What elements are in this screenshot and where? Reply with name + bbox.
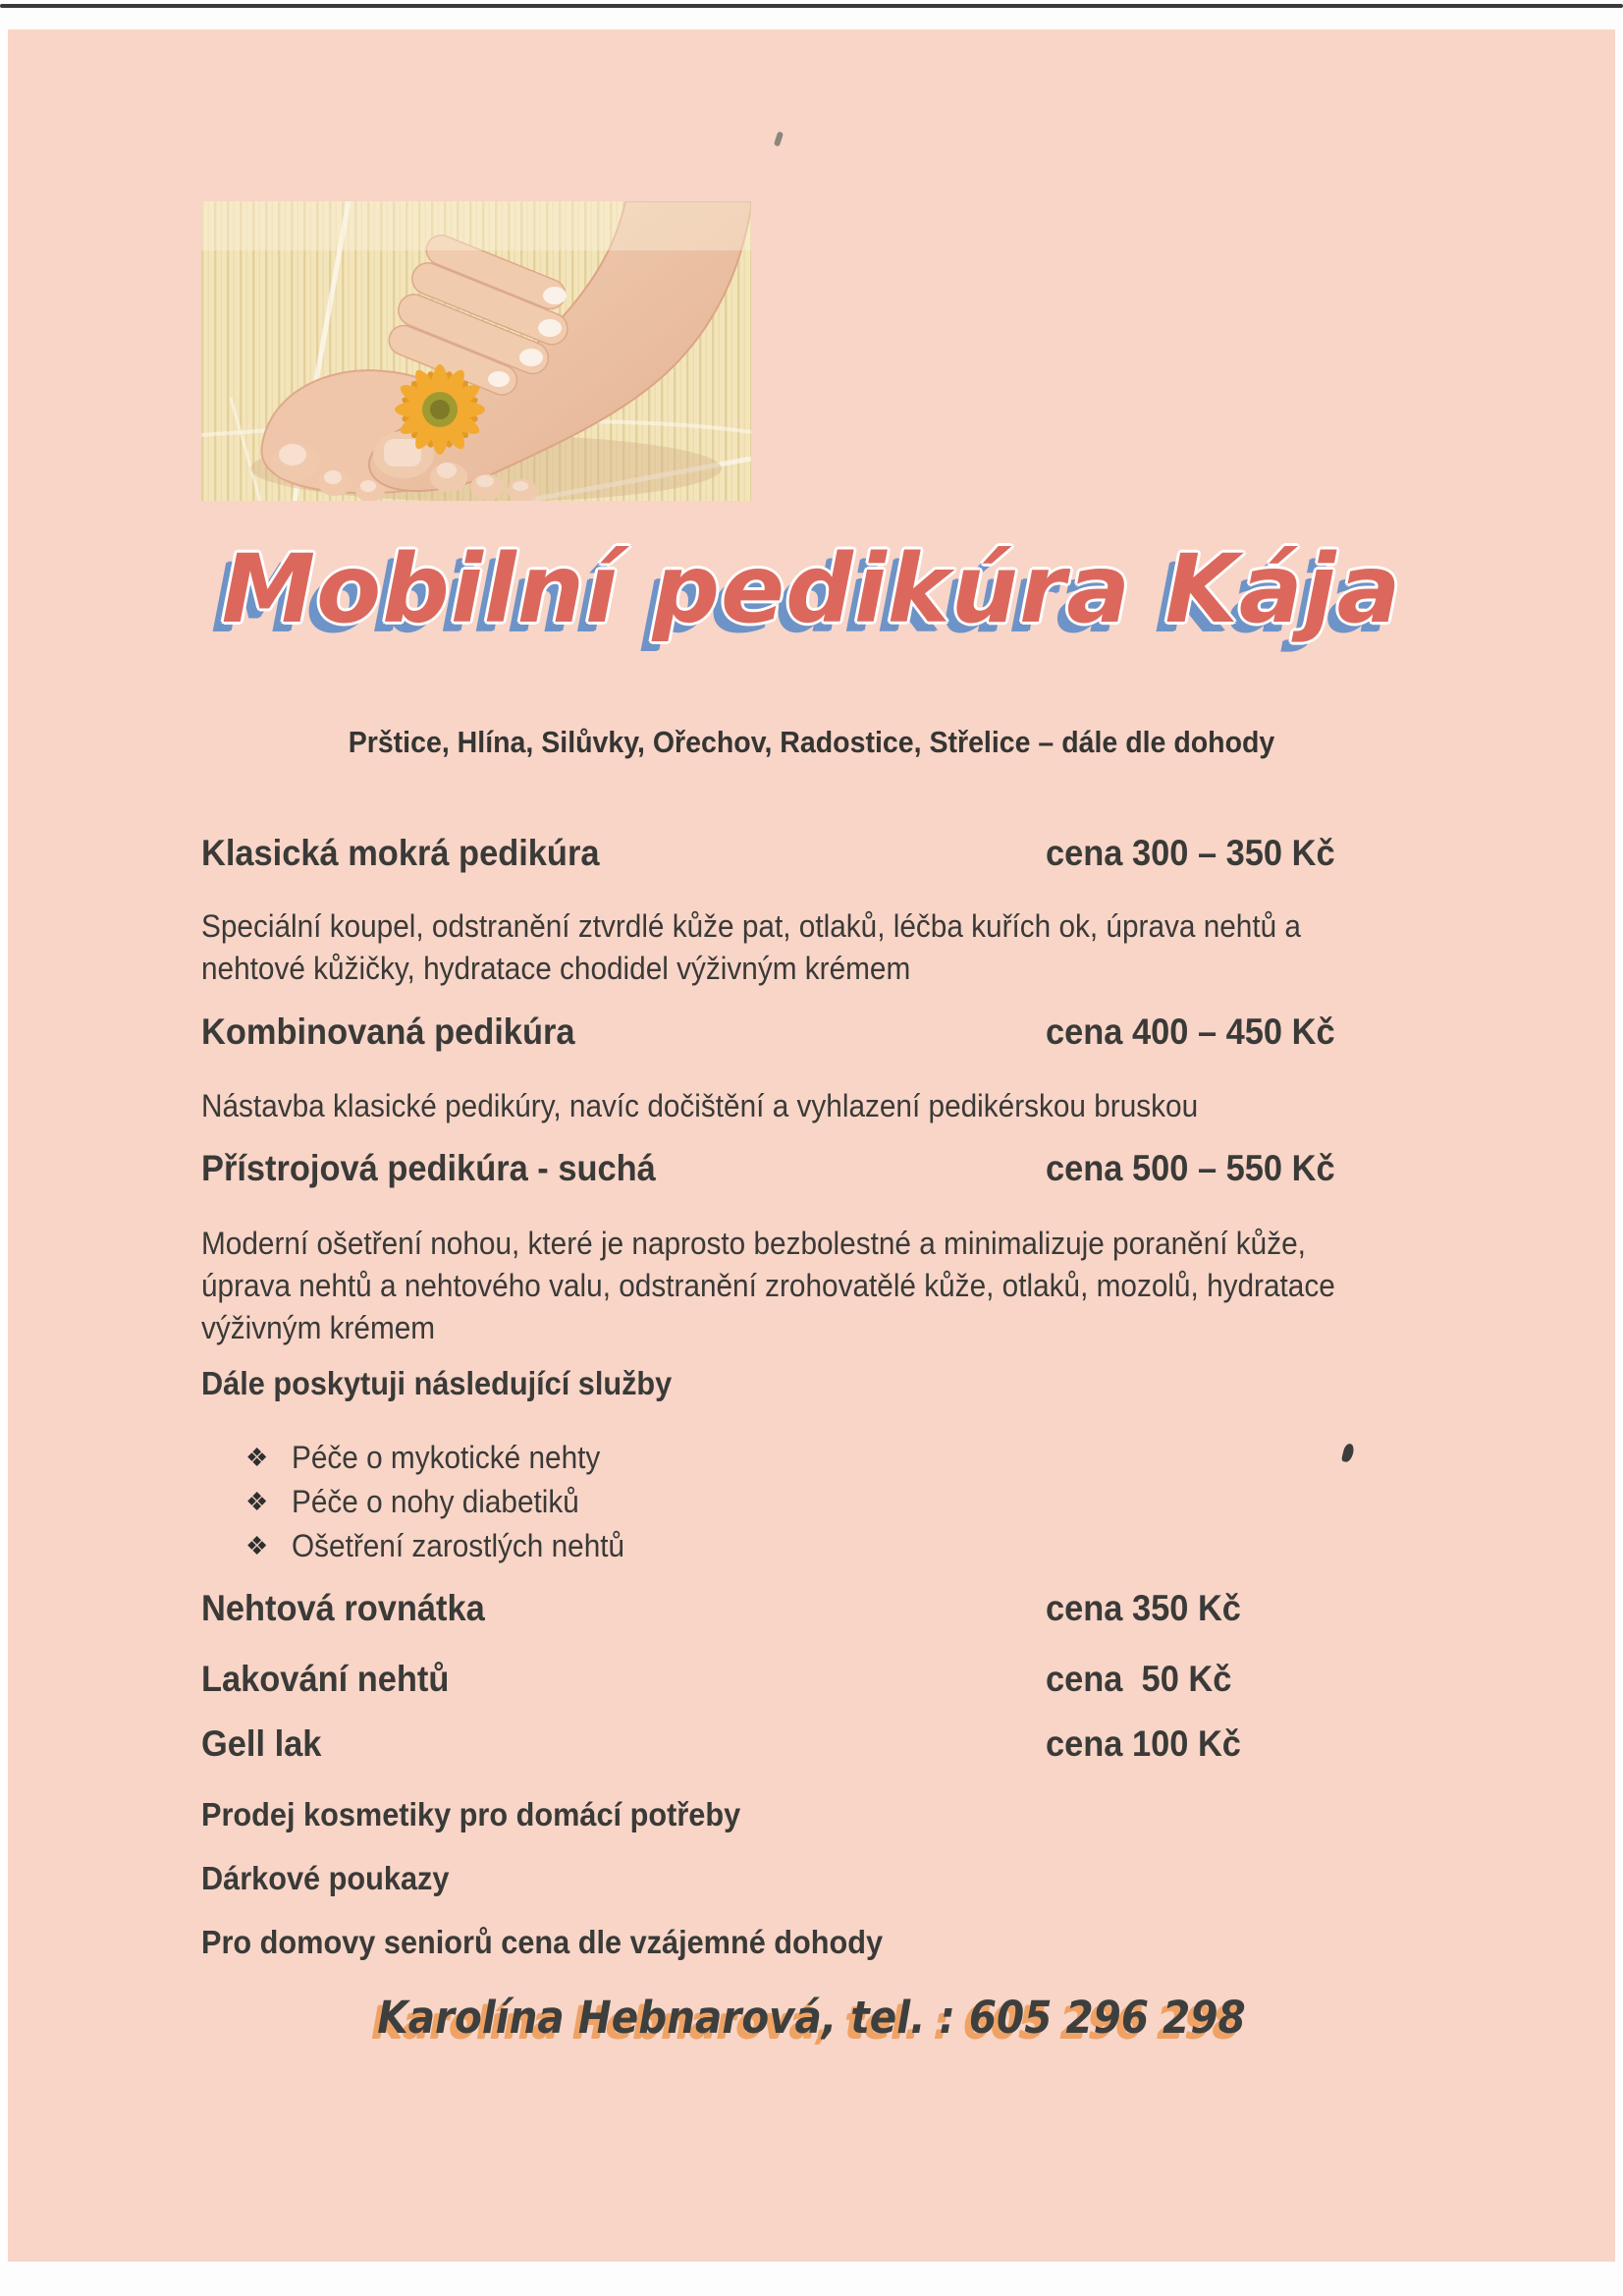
service-price: cena 500 – 550 Kč [1046, 1148, 1335, 1188]
scan-speck [774, 131, 784, 146]
pedicure-feet-photo [201, 201, 751, 501]
description-line: Speciální koupel, odstranění ztvrdlé kůže pat, otlaků, léčba kuřích ok, úprava nehtů a [201, 908, 1301, 944]
service-name: Klasická mokrá pedikúra [201, 833, 600, 873]
service-row [201, 1011, 1566, 1063]
description-line: úprava nehtů a nehtového valu, odstranění zrohovatělé kůže, otlaků, mozolů, hydratace [201, 1268, 1335, 1303]
list-item-label: Péče o nohy diabetiků [292, 1484, 580, 1519]
description-line: Nástavba klasické pedikúry, navíc dočištění a vyhlazení pedikérskou bruskou [201, 1088, 1199, 1123]
service-areas-line: Prštice, Hlína, Silůvky, Ořechov, Radostice, Střelice – dále dle dohody [348, 725, 1275, 759]
diamond-bullet-icon: ❖ [245, 1531, 269, 1560]
service-name: Gell lak [201, 1723, 322, 1764]
service-row [201, 1148, 1566, 1199]
list-item-label: Ošetření zarostlých nehtů [292, 1528, 625, 1563]
price-row [201, 1723, 1566, 1775]
service-price: cena 300 – 350 Kč [1046, 833, 1335, 873]
service-row [201, 833, 1566, 884]
flyer-page [8, 29, 1615, 2262]
service-description [201, 1223, 1421, 1349]
price-row [201, 1659, 1566, 1710]
contact-line: Karolína Hebnarová, tel. : 605 296 298 [377, 1992, 1246, 2044]
service-description [201, 1085, 1273, 1127]
additional-services-intro: Dále poskytuji následující služby [201, 1365, 673, 1401]
service-name: Nehtová rovnátka [201, 1588, 485, 1628]
scan-speck [1341, 1443, 1355, 1463]
service-price: cena 50 Kč [1046, 1659, 1232, 1699]
service-name: Kombinovaná pedikúra [201, 1011, 575, 1052]
flyer-title: Mobilní pedikúra Kája [221, 534, 1402, 644]
description-line: výživným krémem [201, 1310, 436, 1345]
service-price: cena 100 Kč [1046, 1723, 1241, 1764]
service-price: cena 400 – 450 Kč [1046, 1011, 1335, 1052]
description-line: Moderní ošetření nohou, které je naprosto bezbolestné a minimalizuje poranění kůže, [201, 1226, 1306, 1261]
service-price: cena 350 Kč [1046, 1588, 1241, 1628]
list-item [245, 1436, 650, 1480]
note-line: Prodej kosmetiky pro domácí potřeby [201, 1796, 741, 1832]
note-line: Pro domovy seniorů cena dle vzájemné dohody [201, 1924, 884, 1960]
additional-services-list [245, 1436, 650, 1568]
description-line: nehtové kůžičky, hydratace chodidel výživným krémem [201, 951, 911, 986]
list-item [245, 1524, 650, 1568]
list-item [245, 1480, 650, 1524]
note-line: Dárkové poukazy [201, 1860, 450, 1896]
service-name: Přístrojová pedikúra - suchá [201, 1148, 656, 1188]
list-item-label: Péče o mykotické nehty [292, 1440, 601, 1475]
scan-edge-line [0, 4, 1623, 8]
price-row [201, 1588, 1566, 1639]
service-description [201, 905, 1383, 990]
service-name: Lakování nehtů [201, 1659, 450, 1699]
diamond-bullet-icon: ❖ [245, 1487, 269, 1516]
diamond-bullet-icon: ❖ [245, 1443, 269, 1472]
